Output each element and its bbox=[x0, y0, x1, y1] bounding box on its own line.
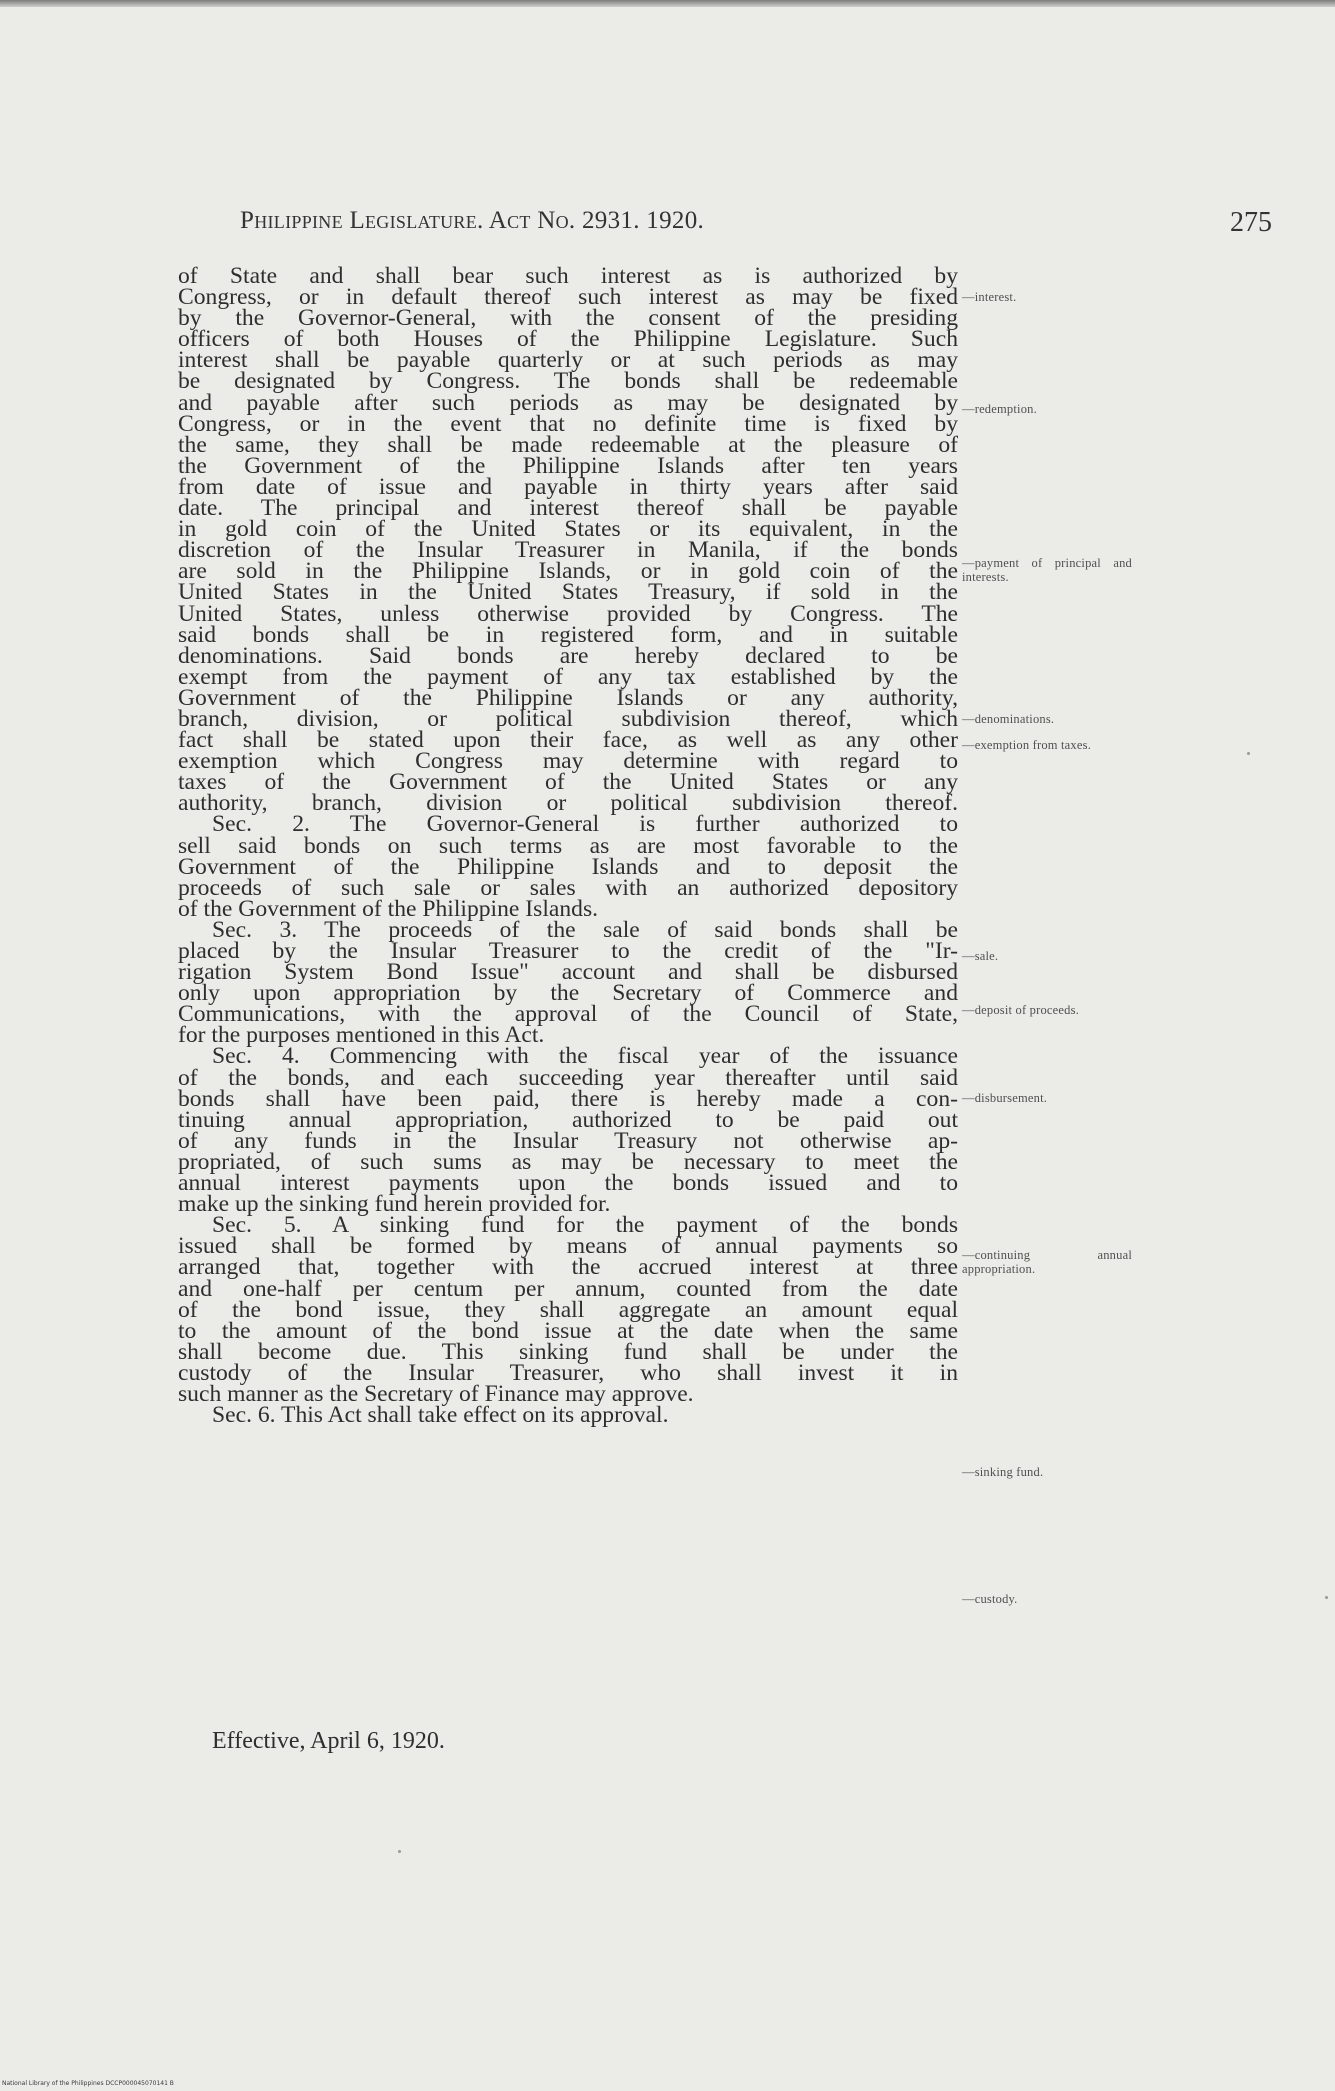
text-line: issued shall be formed by means of annual payments so bbox=[178, 1233, 958, 1260]
text-line: shall become due. This sinking fund shall be under the bbox=[178, 1338, 958, 1365]
text-line: interest shall be payable quarterly or at such periods as may bbox=[178, 347, 958, 374]
text-line: from date of issue and payable in thirty years after said bbox=[178, 473, 958, 500]
text-line: placed by the Insular Treasurer to the credit of the "Ir- bbox=[178, 938, 958, 964]
text-line: United States in the United States Treasury, if sold in the bbox=[178, 579, 958, 606]
margin-note-sale: —sale. bbox=[962, 949, 999, 963]
text-line: Communications, with the approval of the Council of State, bbox=[178, 1001, 958, 1028]
text-line: authority, branch, division or political subdivision thereof. bbox=[178, 790, 958, 817]
text-line: bonds shall have been paid, there is hereby made a con- bbox=[178, 1085, 958, 1112]
text-line: Congress, or in the event that no definite time is fixed by bbox=[178, 410, 958, 437]
text-line: the same, they shall be made redeemable at the pleasure of bbox=[178, 431, 958, 458]
text-line: denominations. Said bonds are hereby declared to be bbox=[178, 642, 958, 669]
text-line: said bonds shall be in registered form, and in suitable bbox=[178, 621, 958, 648]
text-line: in gold coin of the United States or its equivalent, in the bbox=[178, 516, 958, 543]
margin-note-deposit: —deposit of proceeds. bbox=[962, 1003, 1080, 1017]
text-line: exemption which Congress may determine with regard to bbox=[178, 748, 958, 775]
text-line: such manner as the Secretary of Finance may approve. bbox=[178, 1380, 694, 1407]
margin-note-denominations: —denominations. bbox=[962, 712, 1055, 726]
text-line: fact shall be stated upon their face, as well as any other bbox=[178, 727, 958, 754]
text-line: make up the sinking fund herein provided for. bbox=[178, 1191, 611, 1218]
margin-note-sinking-fund: —sinking fund. bbox=[962, 1465, 1044, 1479]
text-line: for the purposes mentioned in this Act. bbox=[178, 1022, 545, 1049]
text-line: of the bonds, and each succeeding year thereafter until said bbox=[178, 1064, 958, 1091]
statute-text bbox=[178, 263, 958, 1429]
page-header bbox=[0, 207, 1335, 247]
text-line: to the amount of the bond issue at the date when the same bbox=[178, 1317, 958, 1344]
text-line: proceeds of such sale or sales with an authorized depository bbox=[178, 874, 958, 901]
text-line: propriated, of such sums as may be necessary to meet the bbox=[178, 1148, 958, 1175]
text-line: and payable after such periods as may be designated by bbox=[178, 389, 958, 416]
margin-note-exemption: —exemption from taxes. bbox=[962, 738, 1092, 752]
section-3-start: Sec. 3. The proceeds of the sale of said bonds shall be bbox=[212, 916, 958, 943]
text-line: and one-half per centum per annum, counted from the date bbox=[178, 1275, 958, 1302]
text-line: by the Governor-General, with the consent of the presiding bbox=[178, 305, 958, 332]
text-line: custody of the Insular Treasurer, who shall invest it in bbox=[178, 1359, 958, 1386]
text-line: Government of the Philippine Islands and to deposit the bbox=[178, 853, 958, 880]
text-line: Government of the Philippine Islands or any authority, bbox=[178, 684, 958, 711]
text-line: only upon appropriation by the Secretary of Commerce and bbox=[178, 980, 958, 1007]
scan-footer-mark: National Library of the Philippines DCCP000045070141 B bbox=[2, 2080, 174, 2087]
section-6-start: Sec. 6. This Act shall take effect on its approval. bbox=[212, 1402, 669, 1429]
text-line: be designated by Congress. The bonds shall be redeemable bbox=[178, 368, 958, 395]
text-line: the Government of the Philippine Islands after ten years bbox=[178, 452, 958, 479]
text-line: exempt from the payment of any tax established by the bbox=[178, 663, 958, 690]
text-line: tinuing annual appropriation, authorized to be paid out bbox=[178, 1106, 958, 1133]
paper-speck bbox=[1325, 1596, 1328, 1599]
text-line: officers of both Houses of the Philippine Legislature. Such bbox=[178, 326, 958, 353]
text-line: discretion of the Insular Treasurer in Manila, if the bonds bbox=[178, 537, 958, 564]
margin-note-disbursement: —disbursement. bbox=[962, 1091, 1048, 1105]
paper-speck bbox=[1247, 752, 1250, 755]
margin-note-custody: —custody. bbox=[962, 1592, 1018, 1606]
margin-note-redemption: —redemption. bbox=[962, 402, 1037, 416]
text-line: of the bond issue, they shall aggregate an amount equal bbox=[178, 1296, 958, 1323]
paper-speck bbox=[398, 1850, 401, 1853]
page-top-edge bbox=[0, 0, 1335, 7]
text-line: taxes of the Government of the United States or any bbox=[178, 769, 958, 796]
section-4-start: Sec. 4. Commencing with the fiscal year of the issuance bbox=[212, 1043, 958, 1070]
text-line: branch, division, or political subdivision thereof, which bbox=[178, 705, 958, 732]
page-number: 275 bbox=[1230, 207, 1272, 238]
text-line: of the Government of the Philippine Islands. bbox=[178, 895, 599, 922]
text-line: of any funds in the Insular Treasury not otherwise ap- bbox=[178, 1127, 958, 1154]
text-line: arranged that, together with the accrued interest at three bbox=[178, 1254, 958, 1281]
text-line: date. The principal and interest thereof shall be payable bbox=[178, 495, 958, 522]
text-line: United States, unless otherwise provided by Congress. The bbox=[178, 600, 958, 627]
text-line: of State and shall bear such interest as is authorized by bbox=[178, 263, 958, 289]
text-line: are sold in the Philippine Islands, or in gold coin of the bbox=[178, 558, 958, 585]
effective-date: Effective, April 6, 1920. bbox=[212, 1728, 445, 1754]
margin-note-payment: —payment of principal and interests. bbox=[962, 556, 1132, 584]
margin-note-appropriation: —continuing annual appropriation. bbox=[962, 1248, 1132, 1276]
section-5-start: Sec. 5. A sinking fund for the payment of the bonds bbox=[212, 1212, 958, 1239]
margin-note-interest: —interest. bbox=[962, 290, 1017, 304]
section-2-start: Sec. 2. The Governor-General is further authorized to bbox=[212, 811, 958, 838]
text-line: sell said bonds on such terms as are most favorable to the bbox=[178, 832, 958, 859]
running-title: Philippine Legislature. Act No. 2931. 1920. bbox=[240, 207, 705, 234]
text-line: annual interest payments upon the bonds issued and to bbox=[178, 1170, 958, 1197]
text-line: Congress, or in default thereof such interest as may be fixed bbox=[178, 284, 958, 311]
text-line: rigation System Bond Issue" account and shall be disbursed bbox=[178, 959, 958, 986]
